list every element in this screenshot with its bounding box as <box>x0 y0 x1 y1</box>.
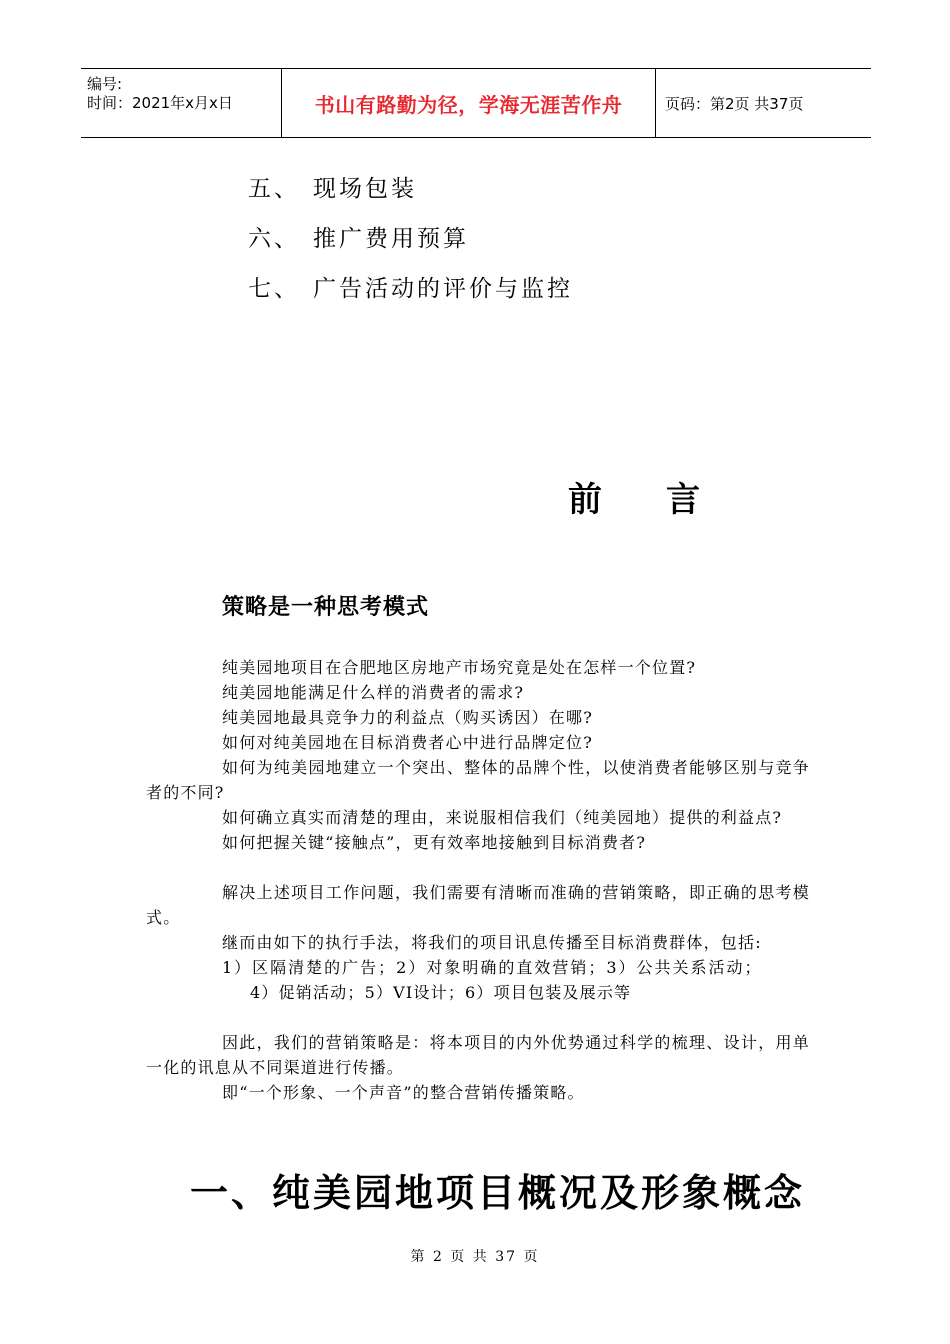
page-code: 页码：第2页 共37页 <box>665 94 804 113</box>
toc-number: 六、 <box>248 226 300 252</box>
time-label: 时间：2021年x月x日 <box>87 94 233 112</box>
toc-text: 广告活动的评价与监控 <box>313 276 573 302</box>
toc-item <box>248 270 573 303</box>
toc-number: 五、 <box>248 176 300 202</box>
list-line: 1）区隔清楚的广告；2）对象明确的直效营销；3）公共关系活动； <box>222 958 763 977</box>
section-subtitle: 策略是一种思考模式 <box>222 594 430 620</box>
paragraph: 纯美园地项目在合肥地区房地产市场究竟是处在怎样一个位置? <box>222 658 697 677</box>
paragraph: 解决上述项目工作问题，我们需要有清晰而准确的营销策略，即正确的思考模式。 <box>146 883 810 927</box>
paragraph: 纯美园地能满足什么样的消费者的需求? <box>222 683 525 702</box>
paragraph: 继而由如下的执行手法，将我们的项目讯息传播至目标消费群体，包括: <box>222 933 762 952</box>
header-meta-cell <box>81 69 281 137</box>
number-label: 编号: <box>87 75 123 93</box>
page-footer: 第 2 页 共 37 页 <box>410 1249 540 1265</box>
list-line: 4）促销活动；5）VI设计；6）项目包装及展示等 <box>250 983 632 1002</box>
page-header <box>81 68 871 138</box>
paragraph: 如何确立真实而清楚的理由，来说服相信我们（纯美园地）提供的利益点? <box>222 808 783 827</box>
header-page-cell <box>655 69 871 137</box>
paragraph: 即“一个形象、一个声音”的整合营销传播策略。 <box>222 1083 585 1102</box>
toc-text: 推广费用预算 <box>313 226 469 252</box>
motto-text: 书山有路勤为径，学海无涯苦作舟 <box>314 92 623 117</box>
toc-item <box>248 170 417 203</box>
body-text <box>146 655 810 1105</box>
toc-number: 七、 <box>248 276 300 302</box>
paragraph: 如何为纯美园地建立一个突出、整体的品牌个性，以使消费者能够区别与竞争者的不同? <box>146 758 810 802</box>
paragraph: 如何把握关键“接触点”，更有效率地接触到目标消费者? <box>222 833 647 852</box>
paragraph: 如何对纯美园地在目标消费者心中进行品牌定位? <box>222 733 593 752</box>
paragraph: 纯美园地最具竞争力的利益点（购买诱因）在哪? <box>222 708 593 727</box>
toc-item <box>248 220 469 253</box>
header-motto-cell <box>281 69 656 137</box>
toc-text: 现场包装 <box>313 176 417 202</box>
chapter-title: 一、纯美园地项目概况及形象概念 <box>190 1170 806 1215</box>
preface-title: 前言 <box>568 480 764 520</box>
paragraph: 因此，我们的营销策略是：将本项目的内外优势通过科学的梳理、设计，用单一化的讯息从不同渠道进行传播。 <box>146 1033 810 1077</box>
